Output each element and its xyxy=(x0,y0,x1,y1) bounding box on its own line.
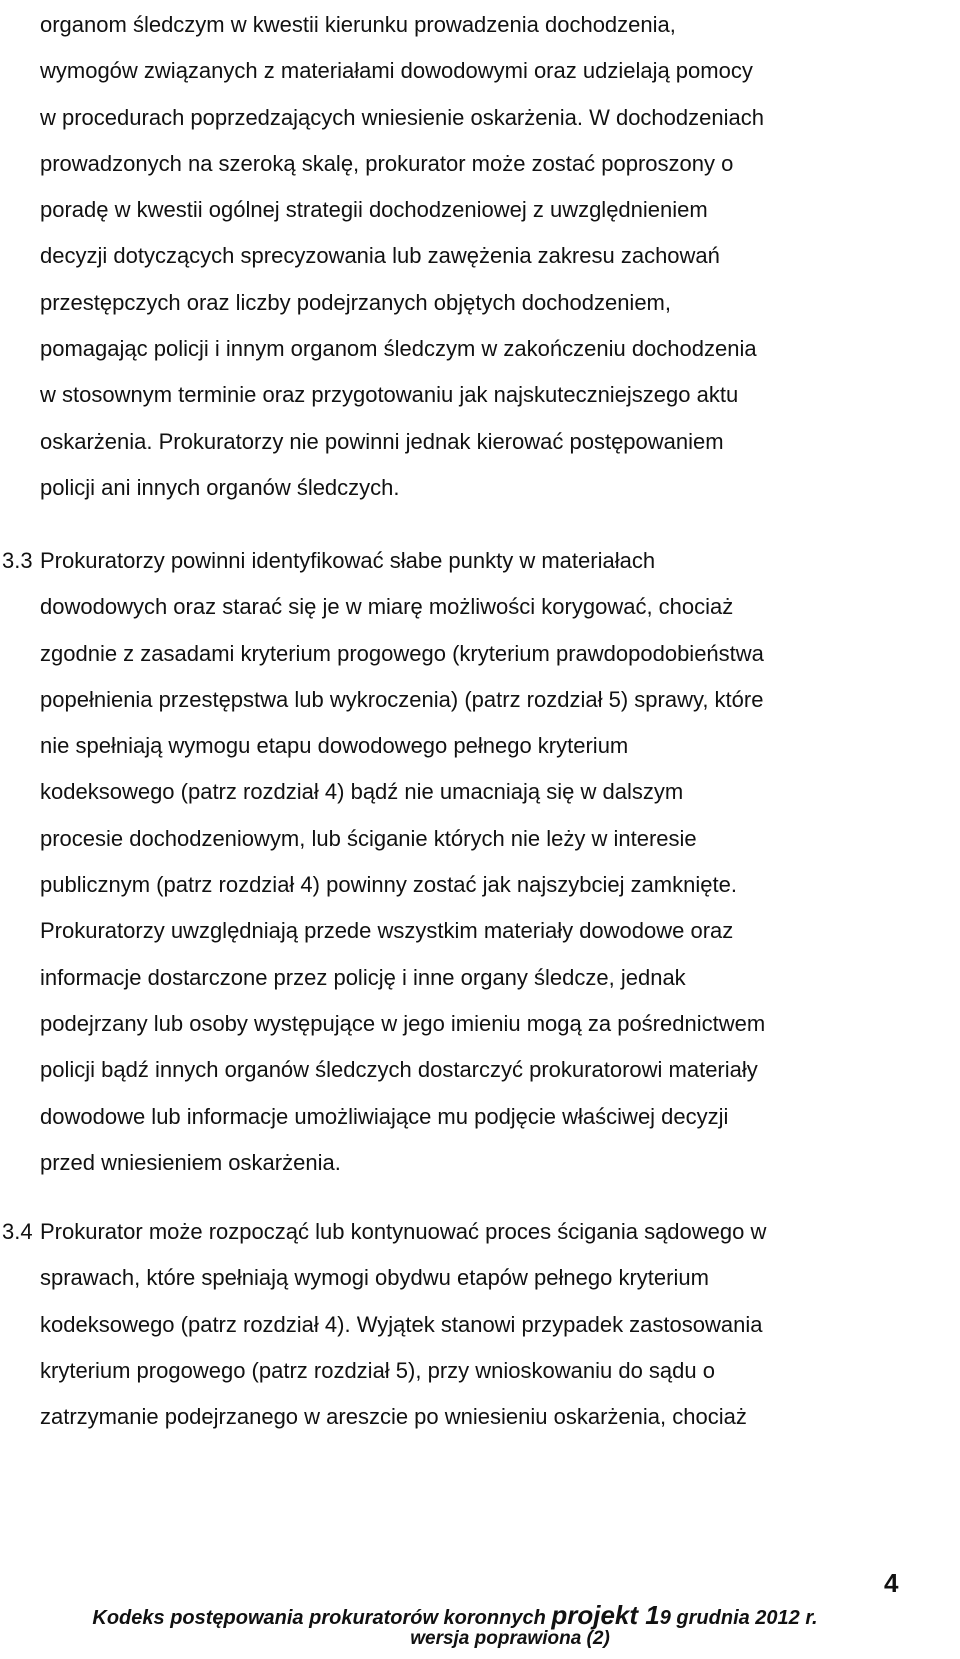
text-line: nie spełniają wymogu etapu dowodowego pełnego kryterium xyxy=(40,733,629,759)
paragraph-number: 3.3 xyxy=(2,548,33,573)
text-line: przestępczych oraz liczby podejrzanych objętych dochodzeniem, xyxy=(40,289,671,315)
text-line: organom śledczym w kwestii kierunku prowadzenia dochodzenia, xyxy=(40,12,676,37)
paragraph-continuation xyxy=(40,2,920,511)
text-line: procesie dochodzeniowym, lub ściganie których nie leży w interesie xyxy=(40,825,697,851)
text-line: pomagając policji i innym organom śledczym w zakończeniu dochodzenia xyxy=(40,336,757,362)
text-line: wymogów związanych z materiałami dowodowymi oraz udzielają pomocy xyxy=(40,58,753,84)
text-line: kodeksowego (patrz rozdział 4). Wyjątek stanowi przypadek zastosowania xyxy=(40,1311,763,1337)
text-line: kodeksowego (patrz rozdział 4) bądź nie umacniają się w dalszym xyxy=(40,779,684,805)
text-line: zgodnie z zasadami kryterium progowego (kryterium prawdopodobieństwa xyxy=(40,640,764,666)
text-line: podejrzany lub osoby występujące w jego imieniu mogą za pośrednictwem xyxy=(40,1010,766,1036)
text-line: dowodowych oraz starać się je w miarę możliwości korygować, chociaż xyxy=(40,594,734,620)
text-line: informacje dostarczone przez policję i inne organy śledcze, jednak xyxy=(40,964,686,990)
text-line: w procedurach poprzedzających wniesienie oskarżenia. W dochodzeniach xyxy=(40,104,764,130)
text-line: popełnienia przestępstwa lub wykroczenia) (patrz rozdział 5) sprawy, które xyxy=(40,686,764,712)
text-line: Prokurator może rozpocząć lub kontynuować proces ścigania sądowego w xyxy=(40,1219,767,1244)
text-line: zatrzymanie podejrzanego w areszcie po wniesieniu oskarżenia, chociaż xyxy=(40,1404,747,1430)
paragraph-3-3 xyxy=(2,538,920,1186)
paragraph-number: 3.4 xyxy=(2,1219,33,1244)
text-line: dowodowe lub informacje umożliwiające mu podjęcie właściwej decyzji xyxy=(40,1103,729,1129)
paragraph-3-4 xyxy=(2,1209,920,1440)
text-line: kryterium progowego (patrz rozdział 5), przy wnioskowaniu do sądu o xyxy=(40,1357,715,1383)
text-line: oskarżenia. Prokuratorzy nie powinni jednak kierować postępowaniem xyxy=(40,428,724,454)
text-line: policji bądź innych organów śledczych dostarczyć prokuratorowi materiały xyxy=(40,1057,758,1083)
footer-title-part1: Kodeks postępowania prokuratorów koronnych xyxy=(92,1607,552,1629)
text-line: przed wniesieniem oskarżenia. xyxy=(40,1149,341,1175)
text-line: sprawach, które spełniają wymogi obydwu etapów pełnego kryterium xyxy=(40,1265,709,1291)
footer-title-project: projekt 1 xyxy=(551,1600,660,1630)
text-line: policji ani innych organów śledczych. xyxy=(40,474,400,500)
footer-title-date: 9 grudnia 2012 r. xyxy=(659,1607,818,1629)
text-line: publicznym (patrz rozdział 4) powinny zostać jak najszybciej zamknięte. xyxy=(40,872,737,898)
text-line: decyzji dotyczących sprecyzowania lub zawężenia zakresu zachowań xyxy=(40,243,720,269)
page-number: 4 xyxy=(884,1568,899,1598)
text-line: Prokuratorzy uwzględniają przede wszystkim materiały dowodowe oraz xyxy=(40,918,734,944)
footer-version: wersja poprawiona (2) xyxy=(410,1628,610,1649)
text-line: poradę w kwestii ogólnej strategii dochodzeniowej z uwzględnieniem xyxy=(40,197,708,223)
text-line: prowadzonych na szeroką skalę, prokurator może zostać poproszony o xyxy=(40,150,734,176)
text-line: w stosownym terminie oraz przygotowaniu jak najskuteczniejszego aktu xyxy=(40,382,739,408)
text-line: Prokuratorzy powinni identyfikować słabe punkty w materiałach xyxy=(40,548,656,573)
footer-title xyxy=(0,1600,910,1631)
